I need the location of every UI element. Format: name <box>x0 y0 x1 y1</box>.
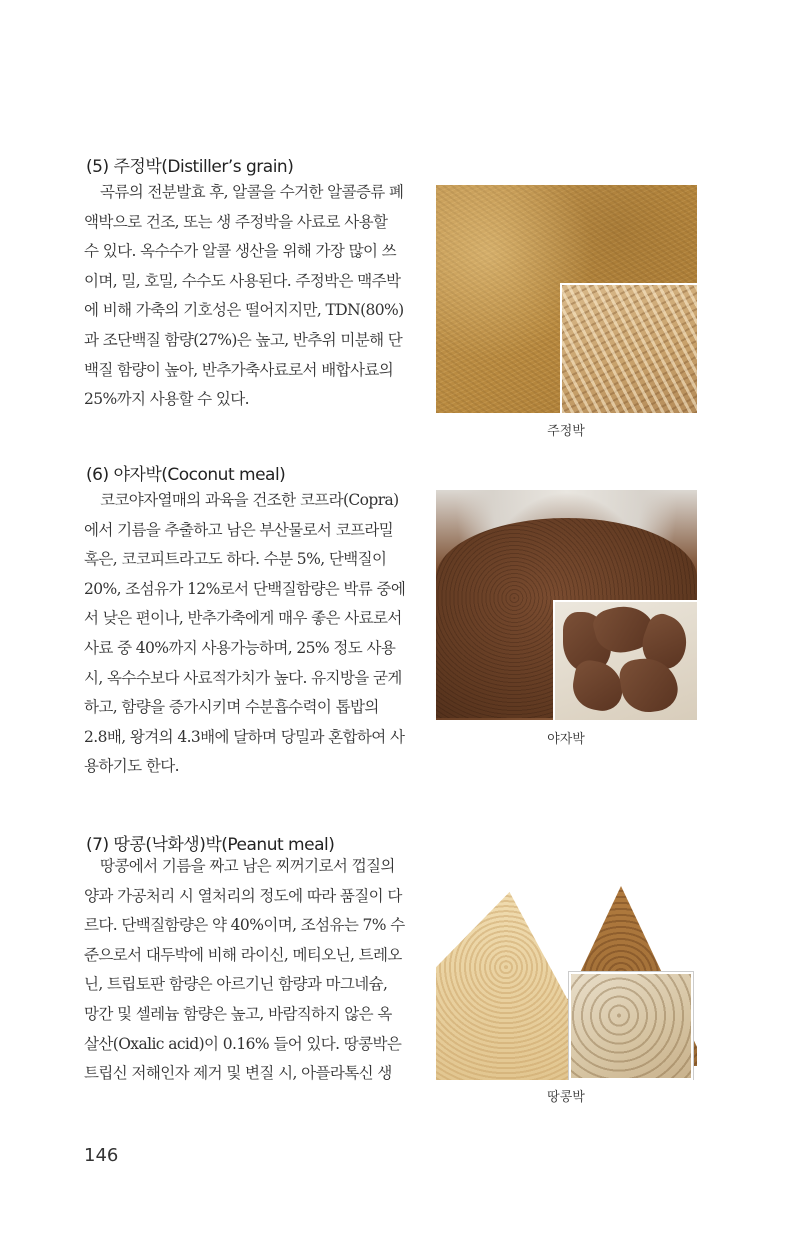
text-line: 액박으로 건조, 또는 생 주정박을 사료로 사용할 <box>84 212 388 231</box>
text-line: 하고, 함량을 증가시키며 수분흡수력이 톱밥의 <box>84 698 379 717</box>
section-heading-distillers-grain: (5) 주정박(Distiller’s grain) <box>86 157 294 177</box>
section-heading-peanut-meal: (7) 땅콩(낙화생)박(Peanut meal) <box>86 835 335 855</box>
text-line: 백질 함량이 높아, 반추가축사료로서 배합사료의 <box>84 360 394 379</box>
caption-coconut-meal: 야자박 <box>547 732 585 747</box>
section-heading-coconut-meal: (6) 야자박(Coconut meal) <box>86 465 286 485</box>
text-line: 에서 기름을 추출하고 남은 부산물로서 코프라밀 <box>84 520 394 539</box>
paragraph-peanut-meal <box>84 852 420 1089</box>
text-line: 과 조단백질 함량(27%)은 높고, 반추위 미분해 단 <box>84 330 403 349</box>
text-line: 25%까지 사용할 수 있다. <box>84 390 249 409</box>
coconut-meal-photo <box>436 490 697 720</box>
page-number: 146 <box>84 1145 119 1166</box>
text-line: 곡류의 전분발효 후, 알콜을 수거한 알콜증류 폐 <box>100 183 404 201</box>
text-line: 시, 옥수수보다 사료적가치가 높다. 유지방을 굳게 <box>84 668 402 687</box>
text-line: 르다. 단백질함량은 약 40%이며, 조섬유는 7% 수 <box>84 916 405 935</box>
text-line: 땅콩에서 기름을 짜고 남은 찌꺼기로서 껍질의 <box>100 857 395 875</box>
text-line: 살산(Oxalic acid)이 0.16% 들어 있다. 땅콩박은 <box>84 1034 402 1053</box>
text-line: 서 낮은 편이나, 반추가축에게 매우 좋은 사료로서 <box>84 609 402 628</box>
text-line: 닌, 트립토판 함량은 아르기닌 함량과 마그네슘, <box>84 975 388 994</box>
text-line: 양과 가공처리 시 열처리의 정도에 따라 품질이 다 <box>84 886 402 905</box>
text-line: 이며, 밀, 호밀, 수수도 사용된다. 주정박은 맥주박 <box>84 271 401 290</box>
distillers-grain-photo <box>436 185 697 413</box>
paragraph-distillers-grain <box>84 178 420 415</box>
peanut-meal-closeup-photo <box>569 972 693 1080</box>
text-line: 코코야자열매의 과육을 건조한 코프라(Copra) <box>100 491 399 509</box>
text-line: 용하기도 한다. <box>84 757 179 776</box>
text-line: 20%, 조섬유가 12%로서 단백질함량은 박류 중에 <box>84 579 406 598</box>
text-line: 수 있다. 옥수수가 알콜 생산을 위해 가장 많이 쓰 <box>84 242 397 261</box>
text-line: 혹은, 코코피트라고도 하다. 수분 5%, 단백질이 <box>84 550 387 569</box>
text-line: 준으로서 대두박에 비해 라이신, 메티오닌, 트레오 <box>84 945 402 964</box>
text-line: 망간 및 셀레늄 함량은 높고, 바람직하지 않은 옥 <box>84 1004 392 1023</box>
caption-distillers-grain: 주정박 <box>547 424 585 439</box>
paragraph-coconut-meal <box>84 486 420 782</box>
text-line: 트립신 저해인자 제거 및 변질 시, 아플라톡신 생 <box>84 1064 392 1083</box>
peanut-meal-photo <box>436 878 697 1080</box>
distillers-grain-closeup-photo <box>560 283 697 413</box>
coconut-copra-closeup-photo <box>553 600 697 720</box>
text-line: 2.8배, 왕겨의 4.3배에 달하며 당밀과 혼합하여 사 <box>84 727 405 746</box>
caption-peanut-meal: 땅콩박 <box>547 1090 585 1105</box>
text-line: 에 비해 가축의 기호성은 떨어지지만, TDN(80%) <box>84 301 404 320</box>
text-line: 사료 중 40%까지 사용가능하며, 25% 정도 사용 <box>84 638 396 657</box>
